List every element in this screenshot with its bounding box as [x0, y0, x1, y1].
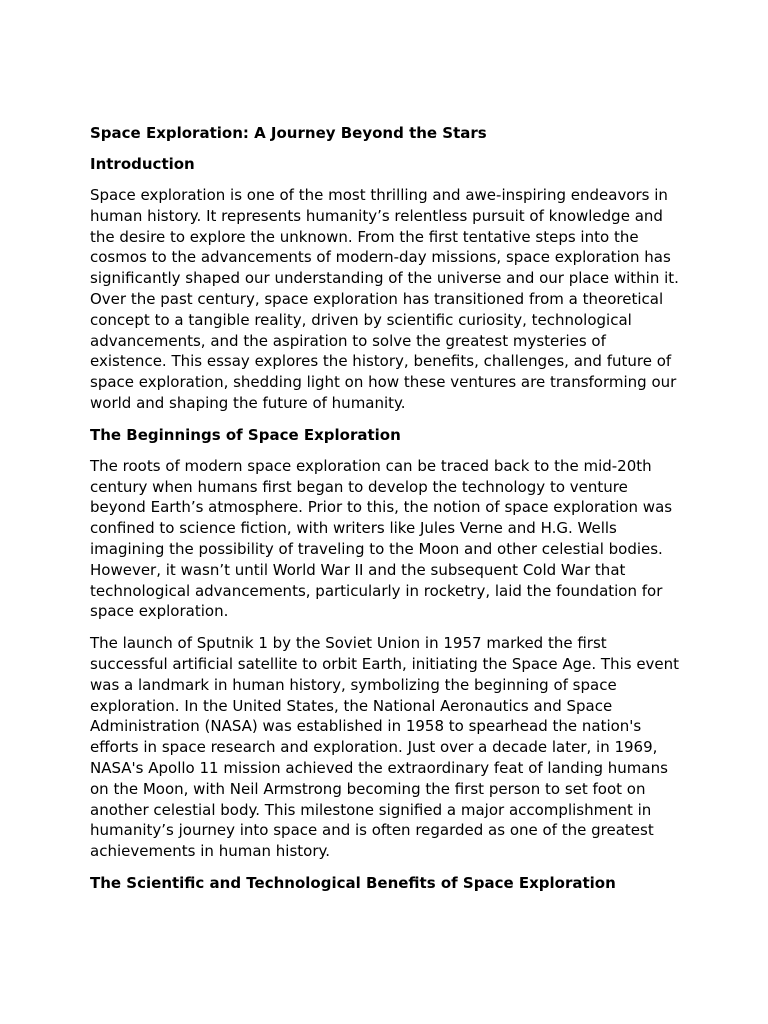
section-heading-beginnings: The Beginnings of Space Exploration	[90, 425, 401, 444]
document-page	[90, 123, 682, 904]
document-title: Space Exploration: A Journey Beyond the Stars	[90, 124, 487, 142]
section-heading-introduction: Introduction	[90, 155, 195, 173]
section-heading-benefits: The Scientific and Technological Benefits of Space Exploration	[90, 873, 616, 892]
paragraph-beginnings-1: The roots of modern space exploration can be traced back to the mid-20th century when humans first began to develop the technology to venture beyond Earth’s atmosphere. Prior to this, the notion of space exploration was confined to science fiction, with writers like Jules Verne and H.G. Wells imagining the possibility of traveling to the Moon and other celestial bodies. However, it wasn’t until World War II and the subsequent Cold War that technological advancements, particularly in rocketry, laid the foundation for space exploration.	[90, 456, 673, 621]
paragraph-introduction: Space exploration is one of the most thrilling and awe-inspiring endeavors in human history. It represents humanity’s relentless pursuit of knowledge and the desire to explore the unknown. From the first tentative steps into the cosmos to the advancements of modern-day missions, space exploration has significantly shaped our understanding of the universe and our place within it. Over the past century, space exploration has transitioned from a theoretical concept to a tangible reality, driven by scientific curiosity, technological advancements, and the aspiration to solve the greatest mysteries of existence. This essay explores the history, benefits, challenges, and future of space exploration, shedding light on how these ventures are transforming our world and shaping the future of humanity.	[90, 186, 679, 412]
paragraph-beginnings-2: The launch of Sputnik 1 by the Soviet Union in 1957 marked the first successful artificial satellite to orbit Earth, initiating the Space Age. This event was a landmark in human history, symbolizing the beginning of space exploration. In the United States, the National Aeronautics and Space Administration (NASA) was established in 1958 to spearhead the nation's efforts in space research and exploration. Just over a decade later, in 1969, NASA's Apollo 11 mission achieved the extraordinary feat of landing humans on the Moon, with Neil Armstrong becoming the first person to set foot on another celestial body. This milestone signified a major accomplishment in humanity’s journey into space and is often regarded as one of the greatest achievements in human history.	[90, 634, 680, 861]
